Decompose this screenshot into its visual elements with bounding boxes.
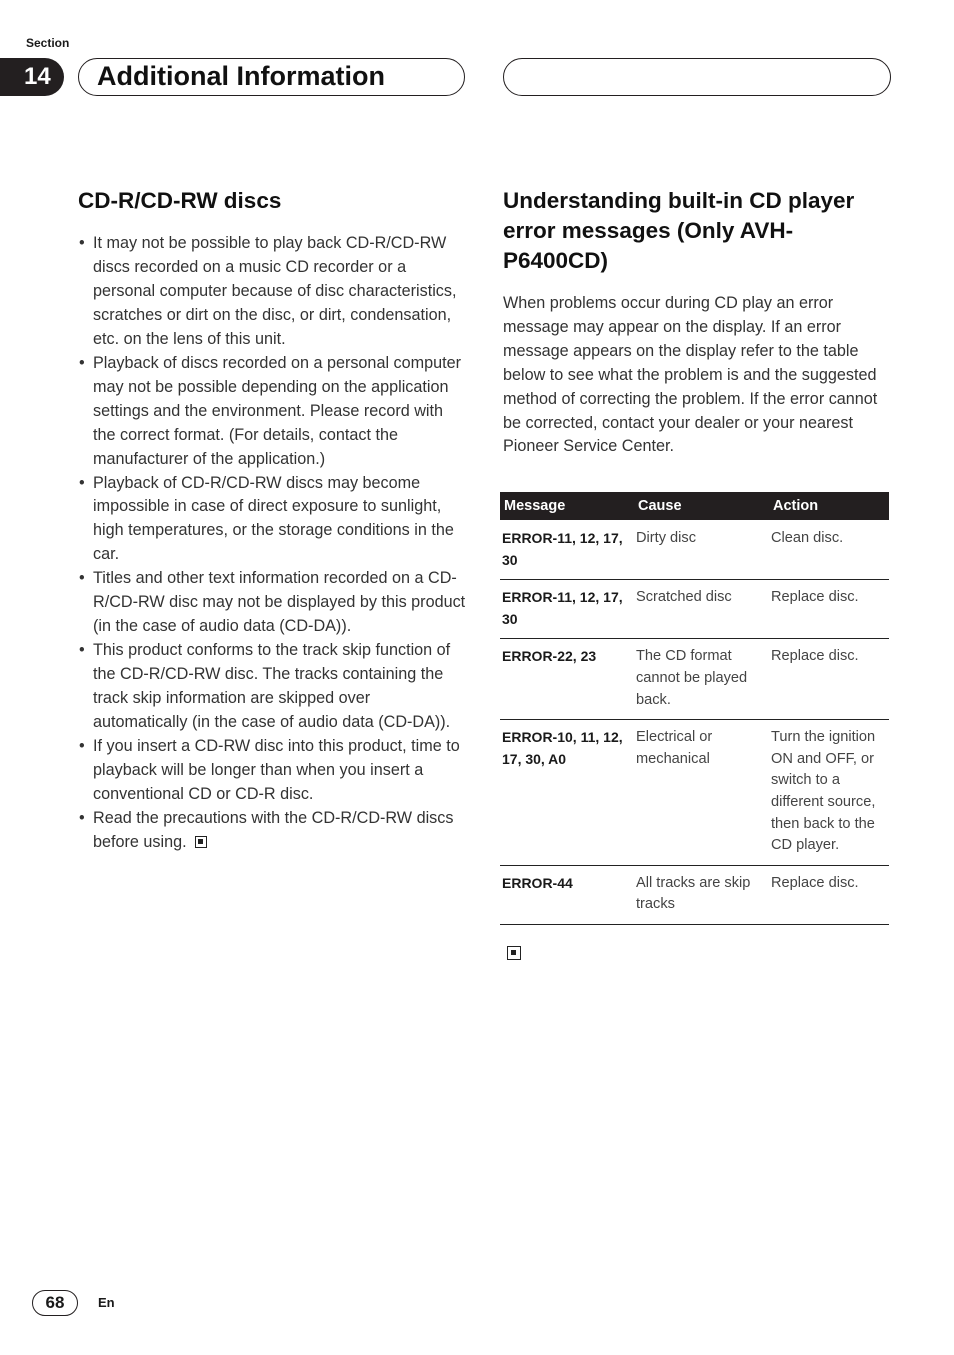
action-cell: Replace disc. [769, 865, 889, 924]
list-item-text: This product conforms to the track skip function of the CD-R/CD-RW disc. The tracks containing the track skip information are skipped over automatically (in the case of audio data (CD-DA)). [93, 641, 451, 732]
error-message-table [500, 492, 889, 925]
cdr-bullet-list [78, 232, 468, 855]
list-item-text: If you insert a CD-RW disc into this product, time to playback will be longer than when you insert a conventional CD or CD-R disc. [93, 737, 460, 803]
column-header-action: Action [769, 492, 889, 520]
action-cell: Turn the ignition ON and OFF, or switch to a different source, then back to the CD player. [769, 720, 889, 866]
end-of-section-icon [195, 836, 207, 848]
action-cell: Replace disc. [769, 580, 889, 639]
list-item [78, 807, 468, 855]
list-item-text: Playback of discs recorded on a personal computer may not be possible depending on the application settings and the environment. Please record with the correct format. (For details, contact the manufacturer of the application.) [93, 353, 462, 468]
action-cell: Replace disc. [769, 639, 889, 720]
list-item [78, 232, 468, 352]
cause-cell: Scratched disc [634, 580, 769, 639]
error-messages-intro: When problems occur during CD play an error message may appear on the display. If an error message appears on the display refer to the table below to see what the problem is and the suggested method of correcting the problem. If the error cannot be corrected, contact your dealer or your nearest Pioneer Service Center. [503, 294, 878, 456]
action-cell: Clean disc. [769, 520, 889, 580]
header-empty-box [503, 58, 891, 96]
message-cell: ERROR-10, 11, 12, 17, 30, A0 [500, 720, 634, 866]
list-item-text: It may not be possible to play back CD-R/CD-RW discs recorded on a music CD recorder or a personal computer because of disc characteristics, scratches or dirt on the disc, or dirt, condensation, etc. on the lens of this unit. [93, 234, 457, 348]
column-header-cause: Cause [634, 492, 769, 520]
right-column [503, 186, 891, 459]
cdr-heading: CD-R/CD-RW discs [78, 188, 282, 213]
page-number: 68 [32, 1290, 78, 1316]
left-column [78, 186, 468, 855]
column-header-message: Message [500, 492, 634, 520]
message-cell: ERROR-22, 23 [500, 639, 634, 720]
table-row [500, 865, 889, 924]
cause-cell: Dirty disc [634, 520, 769, 580]
table-row [500, 580, 889, 639]
section-label: Section [26, 36, 70, 50]
list-item-text: Read the precautions with the CD-R/CD-RW discs before using. [93, 808, 454, 851]
cause-cell: All tracks are skip tracks [634, 865, 769, 924]
table-row [500, 720, 889, 866]
error-messages-heading: Understanding built-in CD player error messages (Only AVH-P6400CD) [503, 188, 855, 273]
list-item [78, 472, 468, 568]
cause-cell: Electrical or mechanical [634, 720, 769, 866]
message-cell: ERROR-11, 12, 17, 30 [500, 580, 634, 639]
language-code: En [98, 1295, 115, 1310]
section-title-box [78, 58, 465, 96]
cause-cell: The CD format cannot be played back. [634, 639, 769, 720]
section-number-badge: 14 [0, 58, 64, 96]
end-of-section-icon [507, 946, 521, 960]
list-item-text: Titles and other text information recorded on a CD-R/CD-RW disc may not be displayed by this product (in the case of audio data (CD-DA)). [93, 569, 466, 636]
list-item [78, 352, 468, 472]
section-title: Additional Information [97, 61, 385, 91]
list-item-text: Playback of CD-R/CD-RW discs may become impossible in case of direct exposure to sunlight, high temperatures, or the storage conditions in the car. [93, 473, 454, 564]
list-item [78, 639, 468, 735]
message-cell: ERROR-11, 12, 17, 30 [500, 520, 634, 580]
list-item [78, 735, 468, 807]
table-header-row [500, 492, 889, 520]
list-item [78, 567, 468, 639]
table-row [500, 520, 889, 580]
message-cell: ERROR-44 [500, 865, 634, 924]
table-row [500, 639, 889, 720]
